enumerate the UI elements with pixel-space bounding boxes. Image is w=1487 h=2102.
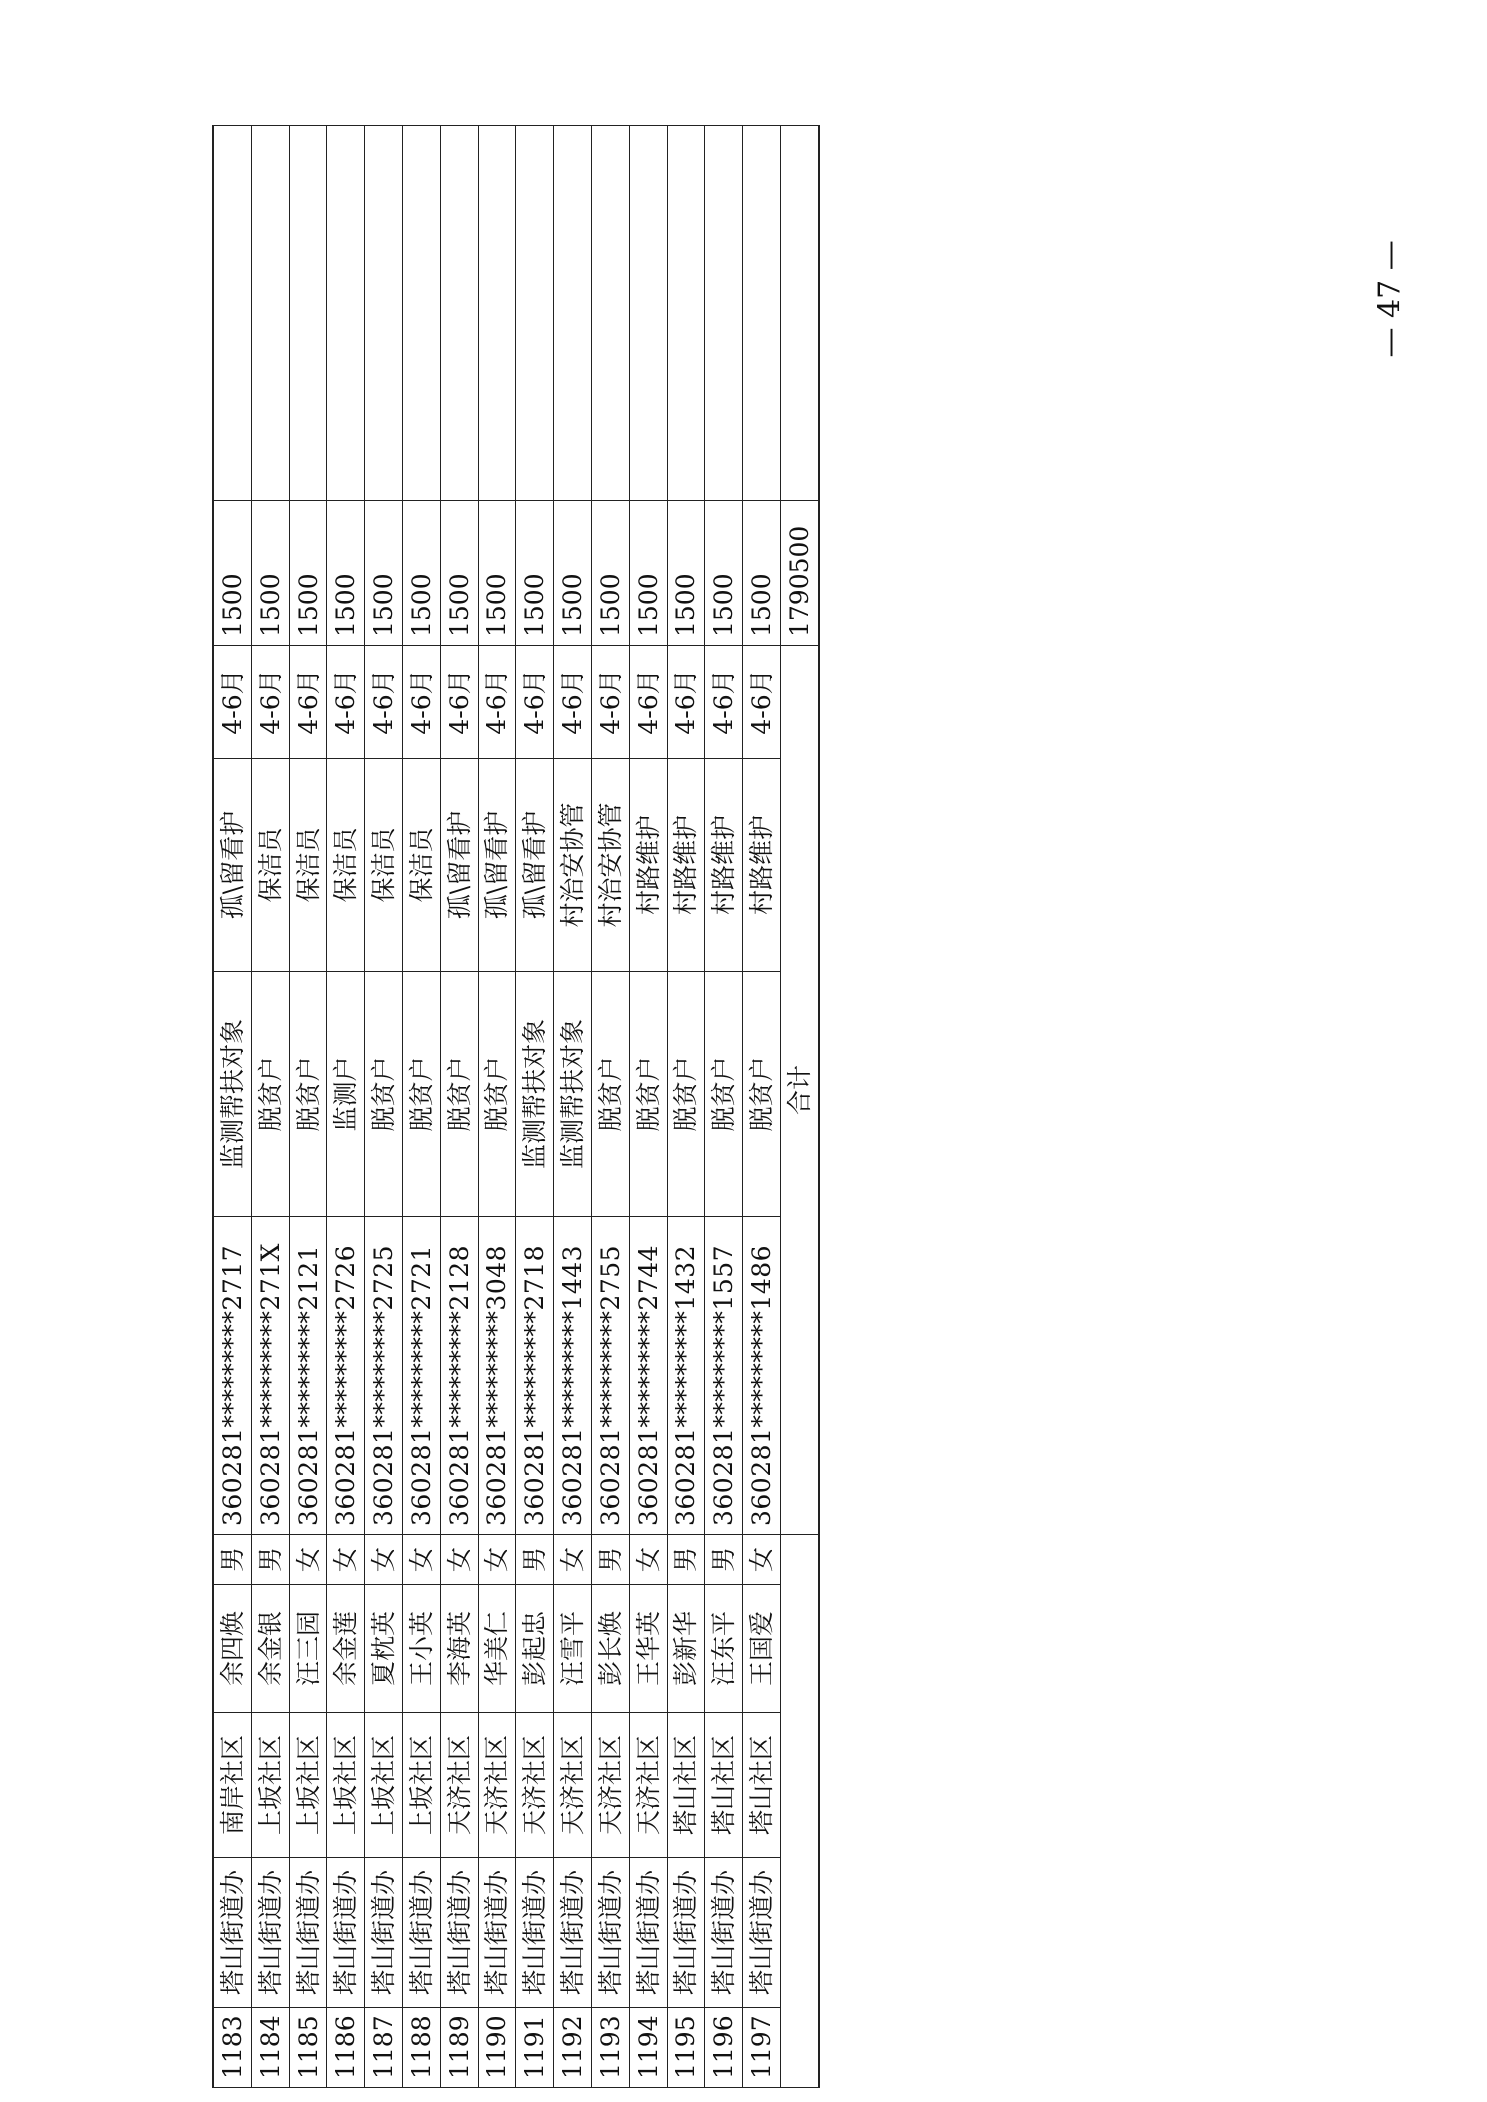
street-office-cell: 塔山街道办 <box>251 1858 289 2008</box>
gender-cell: 女 <box>440 1535 478 1585</box>
gender-cell: 男 <box>667 1535 705 1585</box>
job-post-cell: 保洁员 <box>251 759 289 972</box>
table-row <box>289 126 327 2088</box>
remark-cell <box>667 126 705 501</box>
period-cell: 4-6月 <box>403 646 441 759</box>
amount-cell: 1500 <box>591 501 629 646</box>
remark-cell <box>403 126 441 501</box>
job-post-cell: 孤\留看护 <box>478 759 516 972</box>
id-number-cell: 360281*********2718 <box>516 1217 554 1535</box>
gender-cell: 男 <box>213 1535 251 1585</box>
person-name-cell: 汪三园 <box>289 1585 327 1713</box>
period-cell: 4-6月 <box>705 646 743 759</box>
community-cell: 塔山社区 <box>743 1713 781 1858</box>
gender-cell: 女 <box>289 1535 327 1585</box>
household-category-cell: 脱贫户 <box>440 972 478 1217</box>
total-label-cell: 合计 <box>780 646 819 1535</box>
row-number-cell: 1191 <box>516 2008 554 2088</box>
gender-cell: 男 <box>591 1535 629 1585</box>
street-office-cell: 塔山街道办 <box>705 1858 743 2008</box>
person-name-cell: 余四焕 <box>213 1585 251 1713</box>
remark-cell <box>554 126 592 501</box>
row-number-cell: 1188 <box>403 2008 441 2088</box>
household-category-cell: 脱贫户 <box>743 972 781 1217</box>
job-post-cell: 村路维护 <box>705 759 743 972</box>
community-cell: 天济社区 <box>516 1713 554 1858</box>
period-cell: 4-6月 <box>478 646 516 759</box>
job-post-cell: 村治安协管 <box>591 759 629 972</box>
id-number-cell: 360281*********1557 <box>705 1217 743 1535</box>
person-name-cell: 李海英 <box>440 1585 478 1713</box>
street-office-cell: 塔山街道办 <box>213 1858 251 2008</box>
household-category-cell: 脱贫户 <box>251 972 289 1217</box>
street-office-cell: 塔山街道办 <box>440 1858 478 2008</box>
job-post-cell: 保洁员 <box>365 759 403 972</box>
id-number-cell: 360281*********2725 <box>365 1217 403 1535</box>
gender-cell: 女 <box>743 1535 781 1585</box>
remark-cell <box>213 126 251 501</box>
community-cell: 塔山社区 <box>705 1713 743 1858</box>
id-number-cell: 360281*********3048 <box>478 1217 516 1535</box>
community-cell: 天济社区 <box>554 1713 592 1858</box>
gender-cell: 男 <box>251 1535 289 1585</box>
row-number-cell: 1184 <box>251 2008 289 2088</box>
id-number-cell: 360281*********2717 <box>213 1217 251 1535</box>
community-cell: 上坂社区 <box>251 1713 289 1858</box>
community-cell: 上坂社区 <box>327 1713 365 1858</box>
id-number-cell: 360281*********2721 <box>403 1217 441 1535</box>
amount-cell: 1500 <box>705 501 743 646</box>
total-row <box>780 126 819 2088</box>
street-office-cell: 塔山街道办 <box>629 1858 667 2008</box>
gender-cell: 男 <box>516 1535 554 1585</box>
row-number-cell: 1187 <box>365 2008 403 2088</box>
household-category-cell: 脱贫户 <box>591 972 629 1217</box>
id-number-cell: 360281*********1443 <box>554 1217 592 1535</box>
id-number-cell: 360281*********1432 <box>667 1217 705 1535</box>
amount-cell: 1500 <box>327 501 365 646</box>
household-category-cell: 监测户 <box>327 972 365 1217</box>
row-number-cell: 1189 <box>440 2008 478 2088</box>
job-post-cell: 保洁员 <box>403 759 441 972</box>
person-name-cell: 夏枕英 <box>365 1585 403 1713</box>
id-number-cell: 360281*********2744 <box>629 1217 667 1535</box>
row-number-cell: 1183 <box>213 2008 251 2088</box>
community-cell: 天济社区 <box>478 1713 516 1858</box>
person-name-cell: 汪雪平 <box>554 1585 592 1713</box>
job-post-cell: 村路维护 <box>629 759 667 972</box>
community-cell: 塔山社区 <box>667 1713 705 1858</box>
amount-cell: 1500 <box>365 501 403 646</box>
amount-cell: 1500 <box>667 501 705 646</box>
community-cell: 上坂社区 <box>365 1713 403 1858</box>
remark-cell <box>516 126 554 501</box>
remark-cell <box>289 126 327 501</box>
gender-cell: 男 <box>705 1535 743 1585</box>
table-body <box>213 126 819 2088</box>
table-row <box>365 126 403 2088</box>
community-cell: 天济社区 <box>591 1713 629 1858</box>
remark-cell <box>251 126 289 501</box>
street-office-cell: 塔山街道办 <box>403 1858 441 2008</box>
id-number-cell: 360281*********2726 <box>327 1217 365 1535</box>
job-post-cell: 保洁员 <box>327 759 365 972</box>
street-office-cell: 塔山街道办 <box>591 1858 629 2008</box>
remark-cell <box>440 126 478 501</box>
community-cell: 天济社区 <box>440 1713 478 1858</box>
table-row <box>591 126 629 2088</box>
remark-cell <box>478 126 516 501</box>
row-number-cell: 1196 <box>705 2008 743 2088</box>
subsidy-table <box>212 125 820 2088</box>
remark-cell <box>365 126 403 501</box>
row-number-cell: 1194 <box>629 2008 667 2088</box>
period-cell: 4-6月 <box>289 646 327 759</box>
person-name-cell: 彭新华 <box>667 1585 705 1713</box>
job-post-cell: 村路维护 <box>667 759 705 972</box>
person-name-cell: 王国爱 <box>743 1585 781 1713</box>
period-cell: 4-6月 <box>327 646 365 759</box>
street-office-cell: 塔山街道办 <box>667 1858 705 2008</box>
community-cell: 天济社区 <box>629 1713 667 1858</box>
gender-cell: 女 <box>403 1535 441 1585</box>
period-cell: 4-6月 <box>629 646 667 759</box>
amount-cell: 1500 <box>743 501 781 646</box>
page-number: — 47 — <box>1372 240 1408 358</box>
table-row <box>516 126 554 2088</box>
table-row <box>478 126 516 2088</box>
amount-cell: 1500 <box>289 501 327 646</box>
table-row <box>440 126 478 2088</box>
row-number-cell: 1192 <box>554 2008 592 2088</box>
household-category-cell: 脱贫户 <box>478 972 516 1217</box>
remark-cell <box>327 126 365 501</box>
rotated-table-container <box>212 126 820 2088</box>
gender-cell: 女 <box>365 1535 403 1585</box>
period-cell: 4-6月 <box>667 646 705 759</box>
job-post-cell: 孤\留看护 <box>516 759 554 972</box>
amount-cell: 1500 <box>478 501 516 646</box>
household-category-cell: 脱贫户 <box>289 972 327 1217</box>
street-office-cell: 塔山街道办 <box>478 1858 516 2008</box>
period-cell: 4-6月 <box>516 646 554 759</box>
person-name-cell: 彭长焕 <box>591 1585 629 1713</box>
row-number-cell: 1195 <box>667 2008 705 2088</box>
remark-cell <box>591 126 629 501</box>
community-cell: 南岸社区 <box>213 1713 251 1858</box>
person-name-cell: 彭起忠 <box>516 1585 554 1713</box>
id-number-cell: 360281*********2755 <box>591 1217 629 1535</box>
id-number-cell: 360281*********1486 <box>743 1217 781 1535</box>
remark-cell <box>629 126 667 501</box>
id-number-cell: 360281*********2128 <box>440 1217 478 1535</box>
table-row <box>327 126 365 2088</box>
amount-cell: 1500 <box>251 501 289 646</box>
job-post-cell: 孤\留看护 <box>213 759 251 972</box>
amount-cell: 1500 <box>554 501 592 646</box>
job-post-cell: 村路维护 <box>743 759 781 972</box>
row-number-cell: 1190 <box>478 2008 516 2088</box>
remark-cell <box>705 126 743 501</box>
household-category-cell: 脱贫户 <box>365 972 403 1217</box>
street-office-cell: 塔山街道办 <box>516 1858 554 2008</box>
remark-cell <box>743 126 781 501</box>
gender-cell: 女 <box>327 1535 365 1585</box>
street-office-cell: 塔山街道办 <box>365 1858 403 2008</box>
id-number-cell: 360281*********271X <box>251 1217 289 1535</box>
period-cell: 4-6月 <box>591 646 629 759</box>
gender-cell: 女 <box>554 1535 592 1585</box>
total-remark-cell <box>780 126 819 501</box>
job-post-cell: 村治安协管 <box>554 759 592 972</box>
row-number-cell: 1185 <box>289 2008 327 2088</box>
household-category-cell: 监测帮扶对象 <box>213 972 251 1217</box>
table-row <box>629 126 667 2088</box>
person-name-cell: 余金莲 <box>327 1585 365 1713</box>
period-cell: 4-6月 <box>365 646 403 759</box>
person-name-cell: 王华英 <box>629 1585 667 1713</box>
household-category-cell: 脱贫户 <box>403 972 441 1217</box>
gender-cell: 女 <box>629 1535 667 1585</box>
table-row <box>403 126 441 2088</box>
period-cell: 4-6月 <box>743 646 781 759</box>
table-row <box>743 126 781 2088</box>
row-number-cell: 1193 <box>591 2008 629 2088</box>
amount-cell: 1500 <box>403 501 441 646</box>
job-post-cell: 保洁员 <box>289 759 327 972</box>
street-office-cell: 塔山街道办 <box>743 1858 781 2008</box>
total-amount-cell: 1790500 <box>780 501 819 646</box>
street-office-cell: 塔山街道办 <box>327 1858 365 2008</box>
period-cell: 4-6月 <box>440 646 478 759</box>
period-cell: 4-6月 <box>251 646 289 759</box>
household-category-cell: 脱贫户 <box>629 972 667 1217</box>
table-row <box>705 126 743 2088</box>
id-number-cell: 360281*********2121 <box>289 1217 327 1535</box>
household-category-cell: 监测帮扶对象 <box>554 972 592 1217</box>
amount-cell: 1500 <box>516 501 554 646</box>
household-category-cell: 脱贫户 <box>705 972 743 1217</box>
street-office-cell: 塔山街道办 <box>289 1858 327 2008</box>
community-cell: 上坂社区 <box>289 1713 327 1858</box>
total-blank-cell <box>780 1535 819 2088</box>
amount-cell: 1500 <box>213 501 251 646</box>
community-cell: 上坂社区 <box>403 1713 441 1858</box>
period-cell: 4-6月 <box>213 646 251 759</box>
row-number-cell: 1186 <box>327 2008 365 2088</box>
job-post-cell: 孤\留看护 <box>440 759 478 972</box>
person-name-cell: 华美仁 <box>478 1585 516 1713</box>
street-office-cell: 塔山街道办 <box>554 1858 592 2008</box>
gender-cell: 女 <box>478 1535 516 1585</box>
period-cell: 4-6月 <box>554 646 592 759</box>
household-category-cell: 脱贫户 <box>667 972 705 1217</box>
table-row <box>251 126 289 2088</box>
table-row <box>667 126 705 2088</box>
person-name-cell: 王小英 <box>403 1585 441 1713</box>
row-number-cell: 1197 <box>743 2008 781 2088</box>
amount-cell: 1500 <box>629 501 667 646</box>
person-name-cell: 余金银 <box>251 1585 289 1713</box>
amount-cell: 1500 <box>440 501 478 646</box>
table-row <box>213 126 251 2088</box>
household-category-cell: 监测帮扶对象 <box>516 972 554 1217</box>
person-name-cell: 汪东平 <box>705 1585 743 1713</box>
table-row <box>554 126 592 2088</box>
